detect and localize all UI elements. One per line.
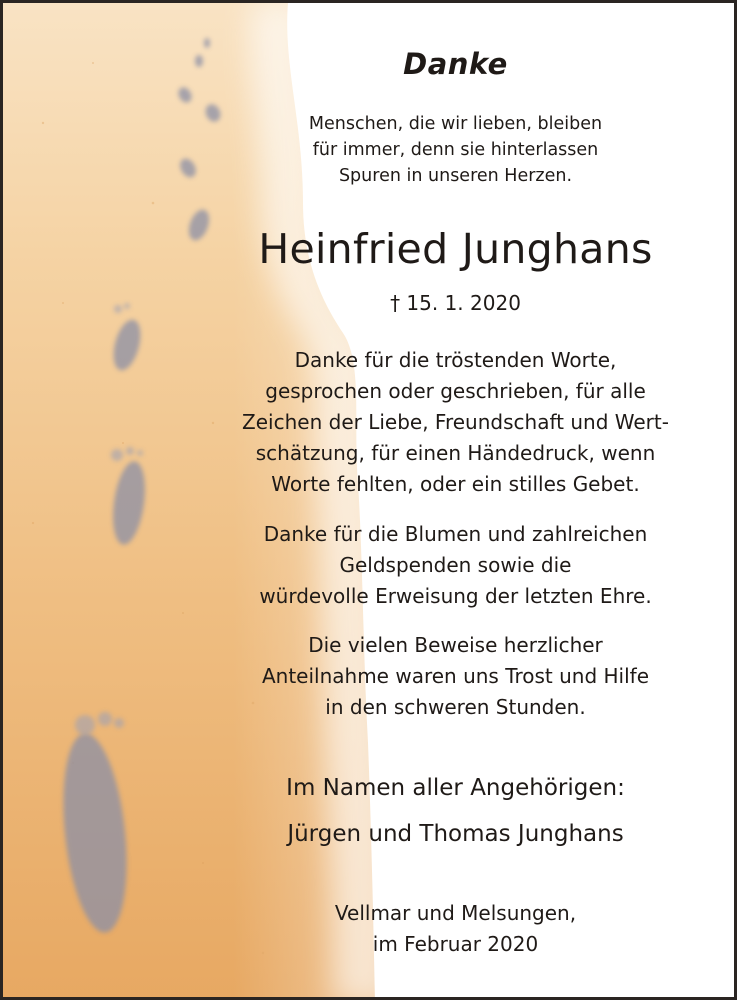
death-date: † 15. 1. 2020 [390,291,521,315]
paragraph-line: Die vielen Beweise herzlicher [308,633,603,657]
signature-line: Jürgen und Thomas Junghans [287,821,624,847]
motto-line: für immer, denn sie hinterlassen [312,140,599,160]
motto-line: Menschen, die wir lieben, bleiben [308,114,603,134]
paragraph-line: Geldspenden sowie die [339,553,572,577]
paragraph-line: schätzung, für einen Händedruck, wenn [255,441,656,465]
paragraph-line: Danke für die Blumen und zahlreichen [263,522,648,546]
thanks-paragraph-flowers [171,519,737,612]
signature-line: Im Namen aller Angehörigen: [286,775,625,801]
paragraph-line: Worte fehlten, oder ein stilles Gebet. [271,472,640,496]
deceased-name: Heinfried Junghans [258,225,653,273]
paragraph-line: Danke für die tröstenden Worte, [294,348,617,372]
motto-line: Spuren in unseren Herzen. [338,166,573,186]
paragraph-line: Anteilnahme waren uns Trost und Hilfe [261,664,650,688]
family-signature [171,765,737,857]
motto-quote [171,111,737,189]
notice-text-column [171,3,737,1000]
paragraph-line: würdevolle Erweisung der letzten Ehre. [259,584,652,608]
notice-heading: Danke [403,47,508,81]
date-line: im Februar 2020 [372,932,539,956]
paragraph-line: in den schweren Stunden. [325,695,586,719]
paragraph-line: gesprochen oder geschrieben, für alle [265,379,646,403]
thanks-paragraph-sympathy [171,630,737,723]
place-line: Vellmar und Melsungen, [334,901,577,925]
thanks-paragraph-words [171,345,737,500]
place-and-date [171,898,737,960]
paragraph-line: Zeichen der Liebe, Freundschaft und Wert- [242,410,669,434]
